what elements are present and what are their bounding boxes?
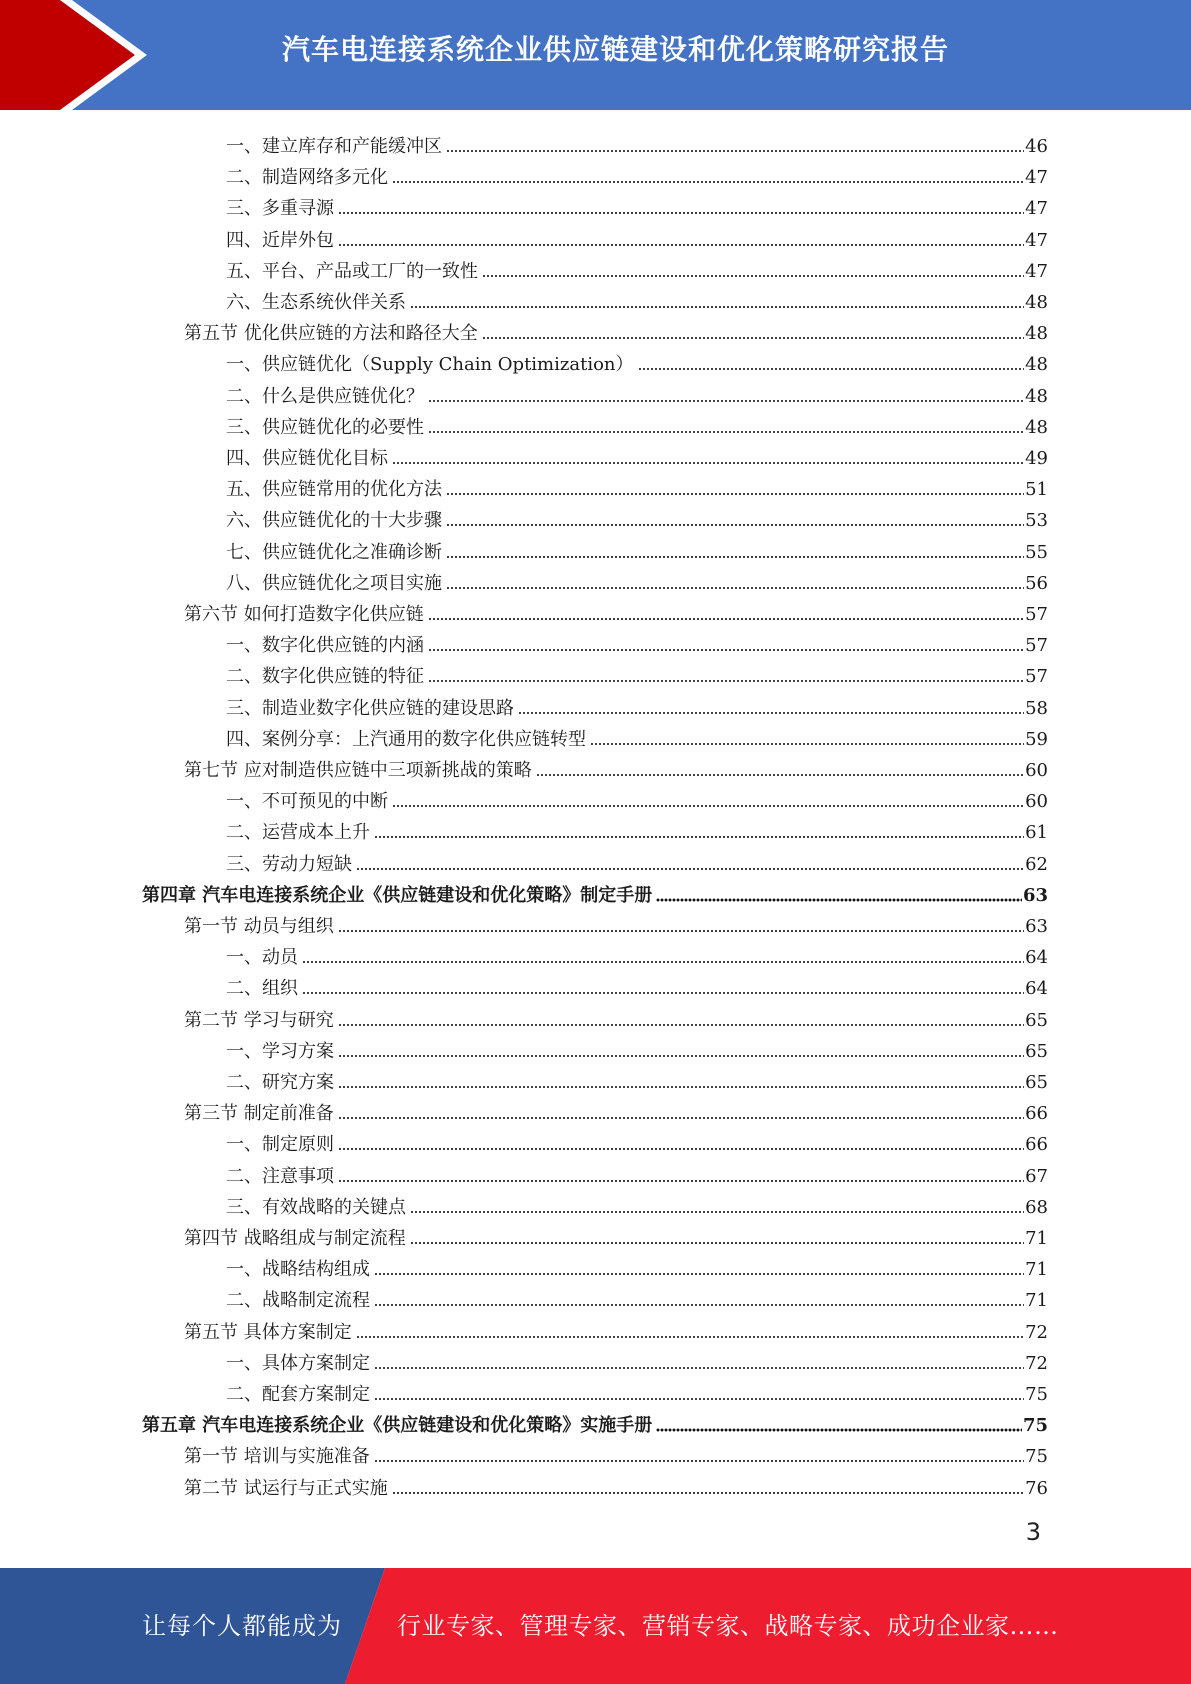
toc-entry[interactable] — [184, 1314, 1048, 1345]
toc-entry[interactable] — [142, 1407, 1048, 1438]
toc-entry[interactable] — [184, 1438, 1048, 1469]
toc-dot-leader — [410, 304, 1024, 310]
toc-entry-label: 第三节 制定前准备 — [184, 1103, 334, 1125]
toc-dot-leader — [518, 710, 1024, 716]
toc-entry-page: 66 — [1025, 1134, 1048, 1156]
toc-entry-page: 63 — [1025, 916, 1048, 937]
toc-dot-leader — [446, 522, 1024, 528]
toc-entry-page: 55 — [1025, 541, 1048, 563]
toc-dot-leader — [338, 1084, 1024, 1090]
toc-entry-label: 二、什么是供应链优化？ — [226, 385, 424, 407]
toc-entry-label: 第七节 应对制造供应链中三项新挑战的策略 — [184, 760, 532, 781]
toc-entry-page: 60 — [1025, 791, 1048, 813]
toc-entry-page: 65 — [1025, 1072, 1048, 1093]
toc-dot-leader — [656, 897, 1022, 903]
toc-entry-label: 一、动员 — [226, 947, 298, 969]
toc-entry-page: 57 — [1025, 604, 1048, 625]
toc-entry-label: 四、案例分享：上汽通用的数字化供应链转型 — [226, 728, 586, 750]
toc-dot-leader — [374, 1302, 1024, 1308]
toc-entry-page: 47 — [1025, 198, 1048, 220]
toc-entry-page: 53 — [1025, 510, 1048, 532]
toc-entry[interactable] — [226, 1345, 1048, 1376]
toc-entry-page: 56 — [1025, 572, 1048, 594]
toc-entry[interactable] — [226, 1189, 1048, 1220]
toc-entry[interactable] — [226, 1126, 1048, 1157]
toc-dot-leader — [392, 179, 1024, 185]
toc-entry-page: 71 — [1025, 1290, 1048, 1312]
toc-entry-label: 第六节 如何打造数字化供应链 — [184, 604, 424, 625]
toc-dot-leader — [338, 210, 1024, 216]
toc-entry-label: 第一节 培训与实施准备 — [184, 1446, 370, 1468]
toc-entry[interactable] — [226, 1376, 1048, 1407]
toc-entry-page: 57 — [1025, 666, 1048, 688]
toc-dot-leader — [374, 1396, 1024, 1402]
toc-entry[interactable] — [226, 1251, 1048, 1282]
toc-entry-page: 59 — [1025, 728, 1048, 750]
toc-entry-label: 一、制定原则 — [226, 1134, 334, 1156]
toc-dot-leader — [392, 1490, 1024, 1496]
toc-entry-label: 二、配套方案制定 — [226, 1384, 370, 1405]
toc-entry-label: 八、供应链优化之项目实施 — [226, 572, 442, 594]
toc-entry[interactable] — [184, 596, 1048, 627]
toc-dot-leader — [338, 242, 1024, 248]
toc-entry[interactable] — [226, 1158, 1048, 1189]
toc-dot-leader — [302, 959, 1024, 965]
toc-dot-leader — [446, 148, 1024, 154]
toc-entry[interactable] — [226, 159, 1048, 190]
toc-dot-leader — [410, 1240, 1024, 1246]
toc-entry-page: 72 — [1025, 1352, 1048, 1374]
document-title: 汽车电连接系统企业供应链建设和优化策略研究报告 — [281, 33, 949, 66]
toc-dot-leader — [428, 616, 1024, 622]
toc-entry-label: 一、建立库存和产能缓冲区 — [226, 136, 442, 157]
toc-dot-leader — [356, 1334, 1024, 1340]
toc-entry-label: 第一节 动员与组织 — [184, 916, 334, 937]
toc-entry-page: 65 — [1025, 1040, 1048, 1062]
toc-entry-label: 二、数字化供应链的特征 — [226, 666, 424, 688]
toc-entry[interactable] — [226, 502, 1048, 533]
toc-entry-page: 47 — [1025, 167, 1048, 189]
toc-entry-page: 65 — [1025, 1009, 1048, 1031]
toc-entry[interactable] — [226, 690, 1048, 721]
toc-entry-label: 一、供应链优化（Supply Chain Optimization） — [226, 354, 634, 376]
toc-entry[interactable] — [226, 253, 1048, 284]
toc-entry-label: 三、供应链优化的必要性 — [226, 416, 424, 438]
toc-entry[interactable] — [184, 315, 1048, 346]
toc-entry[interactable] — [226, 721, 1048, 752]
toc-entry-label: 二、研究方案 — [226, 1072, 334, 1093]
toc-entry[interactable] — [226, 658, 1048, 689]
toc-entry[interactable] — [226, 346, 1048, 377]
toc-entry-page: 67 — [1025, 1165, 1048, 1187]
toc-entry-page: 51 — [1025, 479, 1048, 501]
toc-entry-label: 二、战略制定流程 — [226, 1290, 370, 1312]
toc-dot-leader — [392, 803, 1024, 809]
toc-dot-leader — [338, 1053, 1024, 1059]
toc-entry[interactable] — [226, 440, 1048, 471]
toc-entry[interactable] — [184, 752, 1048, 783]
toc-entry-label: 第五章 汽车电连接系统企业《供应链建设和优化策略》实施手册 — [142, 1415, 653, 1437]
toc-entry[interactable] — [226, 814, 1048, 845]
toc-dot-leader — [338, 1146, 1024, 1152]
toc-entry-page: 62 — [1025, 853, 1048, 875]
toc-dot-leader — [638, 366, 1025, 372]
toc-entry-page: 61 — [1025, 822, 1048, 844]
toc-dot-leader — [590, 741, 1024, 747]
toc-entry-label: 四、近岸外包 — [226, 229, 334, 251]
toc-entry-label: 一、数字化供应链的内涵 — [226, 635, 424, 657]
toc-entry-page: 46 — [1025, 136, 1048, 157]
toc-entry-page: 49 — [1025, 448, 1048, 469]
toc-entry[interactable] — [226, 534, 1048, 565]
toc-entry-page: 68 — [1025, 1196, 1048, 1218]
toc-entry-label: 一、具体方案制定 — [226, 1352, 370, 1374]
toc-entry-page: 48 — [1025, 323, 1048, 345]
toc-entry-label: 三、多重寻源 — [226, 198, 334, 220]
toc-entry-label: 第五节 具体方案制定 — [184, 1321, 352, 1343]
toc-dot-leader — [428, 398, 1024, 404]
toc-entry[interactable] — [226, 846, 1048, 877]
toc-entry-page: 75 — [1022, 1415, 1048, 1437]
toc-entry-label: 第四节 战略组成与制定流程 — [184, 1228, 406, 1249]
toc-entry[interactable] — [226, 409, 1048, 440]
toc-entry-page: 71 — [1025, 1228, 1048, 1249]
toc-dot-leader — [446, 554, 1024, 560]
toc-dot-leader — [338, 1022, 1024, 1028]
toc-entry-label: 六、供应链优化的十大步骤 — [226, 510, 442, 532]
toc-entry-page: 72 — [1025, 1321, 1048, 1343]
toc-dot-leader — [482, 273, 1024, 279]
toc-entry-page: 75 — [1025, 1446, 1048, 1468]
toc-entry-page: 57 — [1025, 635, 1048, 657]
page-number: 3 — [1025, 1518, 1041, 1546]
toc-entry[interactable] — [226, 378, 1048, 409]
page-header — [0, 0, 1191, 110]
toc-entry[interactable] — [184, 908, 1048, 939]
toc-entry-label: 二、组织 — [226, 978, 298, 1000]
toc-entry-label: 二、运营成本上升 — [226, 822, 370, 844]
toc-entry-label: 第四章 汽车电连接系统企业《供应链建设和优化策略》制定手册 — [142, 884, 653, 906]
toc-dot-leader — [356, 866, 1024, 872]
toc-entry-page: 66 — [1025, 1103, 1048, 1125]
toc-entry-label: 七、供应链优化之准确诊断 — [226, 541, 442, 563]
toc-dot-leader — [338, 1178, 1024, 1184]
toc-dot-leader — [338, 1115, 1024, 1121]
toc-entry-page: 47 — [1025, 260, 1048, 282]
toc-entry-label: 第五节 优化供应链的方法和路径大全 — [184, 323, 478, 345]
toc-dot-leader — [374, 1271, 1024, 1277]
toc-entry[interactable] — [226, 190, 1048, 221]
toc-entry[interactable] — [226, 1064, 1048, 1095]
toc-entry-label: 一、学习方案 — [226, 1040, 334, 1062]
toc-entry-label: 五、供应链常用的优化方法 — [226, 479, 442, 501]
toc-entry[interactable] — [226, 222, 1048, 253]
toc-dot-leader — [374, 834, 1024, 840]
footer-slogan-right: 行业专家、管理专家、营销专家、战略专家、成功企业家…… — [397, 1612, 1059, 1640]
toc-entry-label: 一、战略结构组成 — [226, 1259, 370, 1281]
toc-entry[interactable] — [184, 1470, 1048, 1501]
toc-entry-page: 48 — [1025, 416, 1048, 438]
toc-dot-leader — [428, 647, 1024, 653]
toc-dot-leader — [428, 429, 1024, 435]
toc-entry-page: 48 — [1025, 354, 1048, 376]
toc-entry-page: 75 — [1025, 1384, 1048, 1405]
toc-dot-leader — [392, 460, 1024, 466]
toc-entry[interactable] — [226, 128, 1048, 159]
toc-entry-label: 三、劳动力短缺 — [226, 853, 352, 875]
toc-entry-label: 一、不可预见的中断 — [226, 791, 388, 813]
toc-dot-leader — [374, 1458, 1024, 1464]
toc-entry-label: 四、供应链优化目标 — [226, 448, 388, 469]
toc-entry-label: 三、制造业数字化供应链的建设思路 — [226, 697, 514, 719]
toc-entry[interactable] — [184, 1002, 1048, 1033]
toc-entry-label: 第二节 学习与研究 — [184, 1009, 334, 1031]
page-footer — [0, 1568, 1191, 1684]
toc-entry-page: 63 — [1022, 884, 1048, 906]
toc-entry-label: 二、注意事项 — [226, 1165, 334, 1187]
toc-entry[interactable] — [226, 1282, 1048, 1313]
toc-entry-page: 76 — [1025, 1477, 1048, 1499]
toc-entry-page: 48 — [1025, 385, 1048, 407]
toc-entry[interactable] — [226, 471, 1048, 502]
toc-dot-leader — [410, 1209, 1024, 1215]
toc-entry-label: 二、制造网络多元化 — [226, 167, 388, 189]
toc-entry[interactable] — [226, 1033, 1048, 1064]
toc-entry-page: 60 — [1025, 760, 1048, 781]
toc-dot-leader — [428, 678, 1024, 684]
toc-dot-leader — [656, 1427, 1022, 1433]
toc-entry[interactable] — [142, 877, 1048, 908]
toc-entry[interactable] — [226, 783, 1048, 814]
toc-entry[interactable] — [226, 627, 1048, 658]
toc-dot-leader — [302, 990, 1024, 996]
toc-entry[interactable] — [184, 1095, 1048, 1126]
toc-dot-leader — [374, 1365, 1024, 1371]
toc-entry-label: 六、生态系统伙伴关系 — [226, 292, 406, 313]
toc-entry[interactable] — [226, 970, 1048, 1001]
toc-dot-leader — [482, 335, 1024, 341]
toc-entry-label: 第二节 试运行与正式实施 — [184, 1477, 388, 1499]
toc-entry-page: 48 — [1025, 292, 1048, 313]
toc-entry-page: 64 — [1025, 947, 1048, 969]
toc-entry[interactable] — [226, 284, 1048, 315]
toc-entry-page: 71 — [1025, 1259, 1048, 1281]
toc-dot-leader — [446, 491, 1024, 497]
toc-dot-leader — [536, 772, 1024, 778]
toc-entry-page: 58 — [1025, 697, 1048, 719]
toc-entry-label: 五、平台、产品或工厂的一致性 — [226, 260, 478, 282]
toc-entry[interactable] — [184, 1220, 1048, 1251]
toc-dot-leader — [338, 928, 1024, 934]
footer-slogan-left: 让每个人都能成为 — [142, 1612, 342, 1640]
toc-dot-leader — [446, 585, 1024, 591]
toc-entry-label: 三、有效战略的关键点 — [226, 1196, 406, 1218]
toc-entry[interactable] — [226, 565, 1048, 596]
toc-entry-page: 47 — [1025, 229, 1048, 251]
toc-entry-page: 64 — [1025, 978, 1048, 1000]
toc-entry[interactable] — [226, 939, 1048, 970]
